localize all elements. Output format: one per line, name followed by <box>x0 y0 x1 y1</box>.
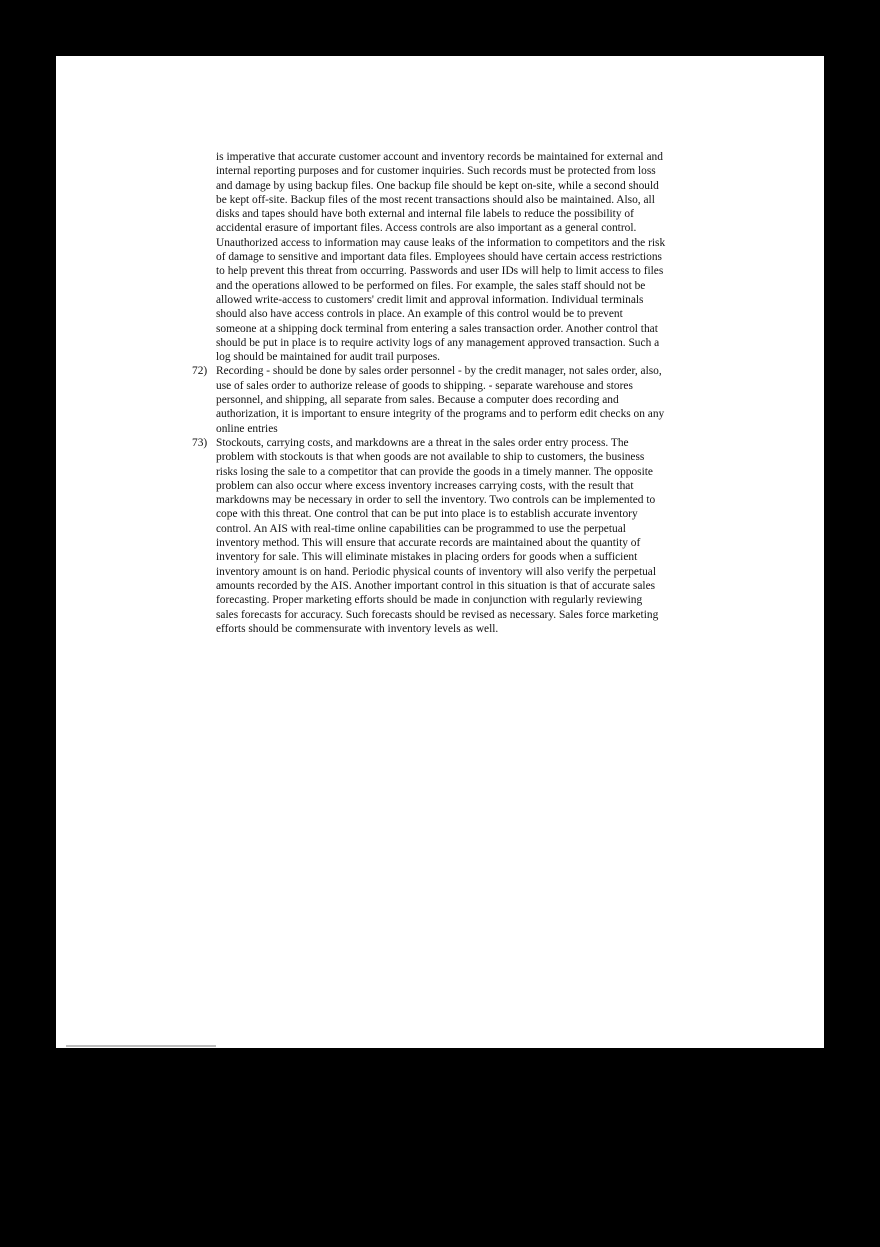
answer-item-72 <box>192 364 716 435</box>
text-line: problem can also occur where excess inventory increases carrying costs, with the result that <box>216 479 634 492</box>
text-line: is imperative that accurate customer account and inventory records be maintained for external and <box>216 151 663 163</box>
document-page <box>56 56 824 1048</box>
text-line: should also have access controls in place. An example of this control would be to prevent <box>216 308 623 321</box>
text-line: efforts should be commensurate with inventory levels as well. <box>216 622 499 635</box>
text-line: of damage to sensitive and important data files. Employees should have certain access restrictions <box>216 251 662 264</box>
text-line: markdowns may be necessary in order to sell the inventory. Two controls can be implemented to <box>216 494 656 507</box>
text-line: cope with this threat. One control that can be put into place is to establish accurate inventory <box>216 508 638 521</box>
text-line: internal reporting purposes and for customer inquiries. Such records must be protected from loss <box>216 165 656 178</box>
text-line: sales forecasts for accuracy. Such forecasts should be revised as necessary. Sales force marketing <box>216 608 659 621</box>
text-line: Unauthorized access to information may cause leaks of the information to competitors and the risk <box>216 236 666 249</box>
text-line: be kept off-site. Backup files of the most recent transactions should also be maintained. Also, all <box>216 193 655 206</box>
text-line: problem with stockouts is that when goods are not available to ship to customers, the business <box>216 451 645 464</box>
text-line: online entries <box>216 422 278 435</box>
text-line: control. An AIS with real-time online capabilities can be programmed to use the perpetual <box>216 522 626 535</box>
footnote-separator <box>66 1045 216 1047</box>
text-line: log should be maintained for audit trail purposes. <box>216 351 440 364</box>
answer-item-73 <box>192 436 716 636</box>
text-line: disks and tapes should have both external and internal file labels to reduce the possibility of <box>216 208 634 221</box>
text-line: use of sales order to authorize release of goods to shipping. - separate warehouse and stores <box>216 379 633 392</box>
text-line: risks losing the sale to a competitor that can provide the goods in a timely manner. The opposite <box>216 465 653 478</box>
text-line: and damage by using backup files. One backup file should be kept on-site, while a second should <box>216 179 659 192</box>
text-line: and the operations allowed to be performed on files. For example, the sales staff should not be <box>216 279 646 292</box>
continuation-paragraph <box>216 150 716 364</box>
document-body <box>192 150 716 636</box>
text-line: inventory amount is on hand. Periodic physical counts of inventory will also verify the perpetual <box>216 565 657 578</box>
text-line: inventory method. This will ensure that accurate records are maintained about the quantity of <box>216 537 641 550</box>
text-line: forecasting. Proper marketing efforts should be made in conjunction with regularly reviewing <box>216 594 643 607</box>
item-number: 72) <box>192 365 208 378</box>
text-line: should be put in place is to require activity logs of any management approved transaction. Such a <box>216 336 660 349</box>
text-line: amounts recorded by the AIS. Another important control in this situation is that of accurate sales <box>216 579 656 592</box>
text-line: someone at a shipping dock terminal from entering a sales transaction order. Another control that <box>216 322 658 335</box>
text-line: personnel, and shipping, all separate from sales. Because a computer does recording and <box>216 394 619 407</box>
item-number: 73) <box>192 436 208 449</box>
text-line: authorization, it is important to ensure integrity of the programs and to perform edit checks on any <box>216 408 665 421</box>
text-line: Stockouts, carrying costs, and markdowns are a threat in the sales order entry process. The <box>216 436 629 449</box>
text-line: inventory for sale. This will eliminate mistakes in placing orders for goods when a sufficient <box>216 551 638 564</box>
text-line: to help prevent this threat from occurring. Passwords and user IDs will help to limit access to files <box>216 265 664 278</box>
text-line: Recording - should be done by sales order personnel - by the credit manager, not sales order, also, <box>216 365 662 378</box>
text-line: allowed write-access to customers' credit limit and approval information. Individual terminals <box>216 293 644 306</box>
text-line: accidental erasure of important files. Access controls are also important as a general control. <box>216 222 637 235</box>
